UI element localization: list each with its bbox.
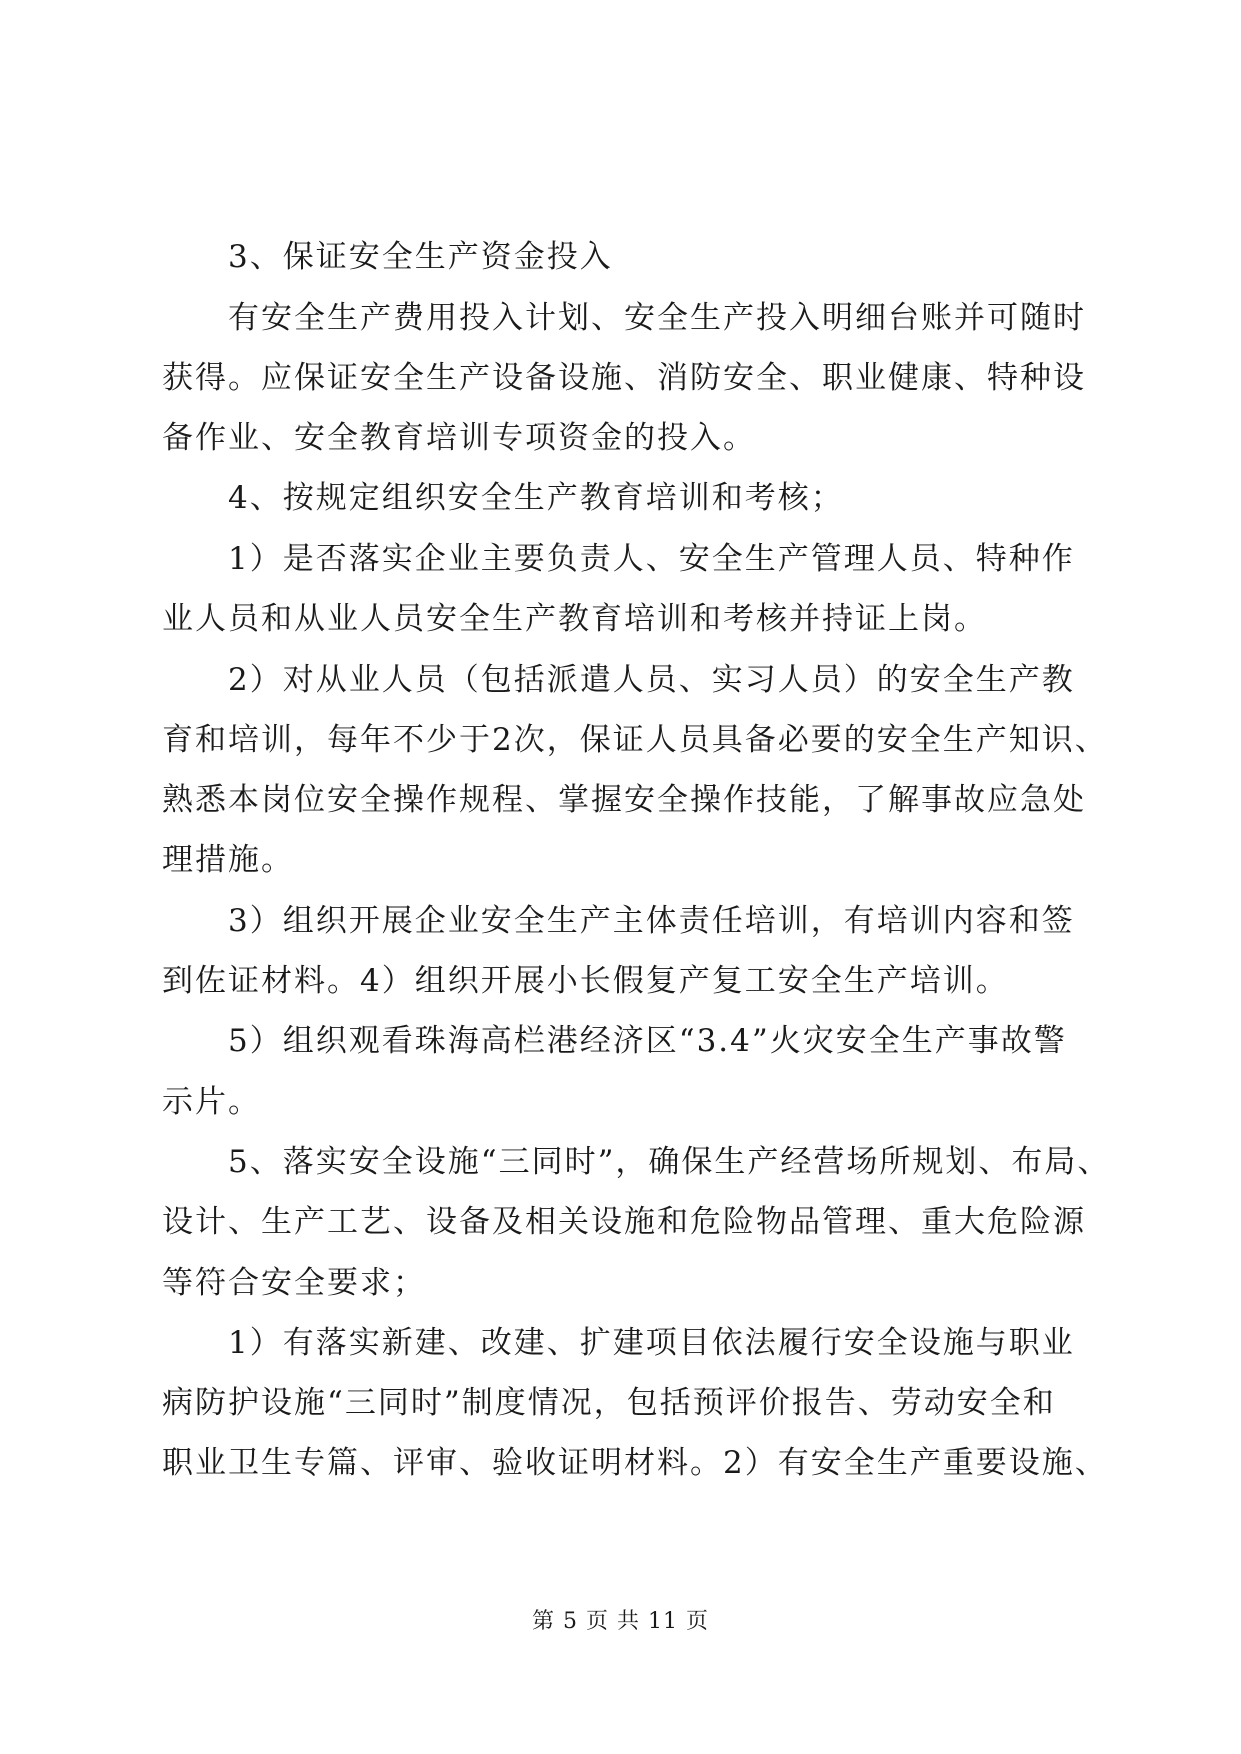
paragraph-line: 5）组织观看珠海高栏港经济区“3.4”火灾安全生产事故警: [228, 1023, 1067, 1059]
paragraph-line: 1）有落实新建、改建、扩建项目依法履行安全设施与职业: [228, 1325, 1075, 1361]
page-number-footer: 第 5 页 共 11 页: [532, 1609, 709, 1634]
paragraph-line: 3）组织开展企业安全生产主体责任培训，有培训内容和签: [228, 903, 1075, 939]
paragraph-line: 理措施。: [162, 842, 294, 878]
paragraph-line: 业人员和从业人员安全生产教育培训和考核并持证上岗。: [162, 601, 987, 637]
paragraph-line: 育和培训，每年不少于2次，保证人员具备必要的安全生产知识、: [162, 722, 1108, 758]
paragraph-line: 获得。应保证安全生产设备设施、消防安全、职业健康、特种设: [162, 360, 1086, 396]
paragraph-line: 1）是否落实企业主要负责人、安全生产管理人员、特种作: [228, 541, 1075, 577]
paragraph-line: 熟悉本岗位安全操作规程、掌握安全操作技能，了解事故应急处: [162, 782, 1086, 818]
section-heading-4: 4、按规定组织安全生产教育培训和考核；: [228, 480, 844, 516]
paragraph-line: 设计、生产工艺、设备及相关设施和危险物品管理、重大危险源: [162, 1204, 1086, 1240]
paragraph-line: 有安全生产费用投入计划、安全生产投入明细台账并可随时: [228, 300, 1086, 336]
section-heading-5: 5、落实安全设施“三同时”，确保生产经营场所规划、布局、: [228, 1144, 1111, 1180]
paragraph-line: 示片。: [162, 1084, 261, 1120]
paragraph-line: 职业卫生专篇、评审、验收证明材料。2）有安全生产重要设施、: [162, 1445, 1108, 1481]
paragraph-line: 病防护设施“三同时”制度情况，包括预评价报告、劳动安全和: [162, 1385, 1056, 1421]
paragraph-line: 到佐证材料。4）组织开展小长假复产复工安全生产培训。: [162, 963, 1009, 999]
section-heading-3: 3、保证安全生产资金投入: [228, 239, 613, 275]
paragraph-line: 备作业、安全教育培训专项资金的投入。: [162, 420, 756, 456]
paragraph-line: 等符合安全要求；: [162, 1265, 426, 1301]
paragraph-line: 2）对从业人员（包括派遣人员、实习人员）的安全生产教: [228, 662, 1075, 698]
